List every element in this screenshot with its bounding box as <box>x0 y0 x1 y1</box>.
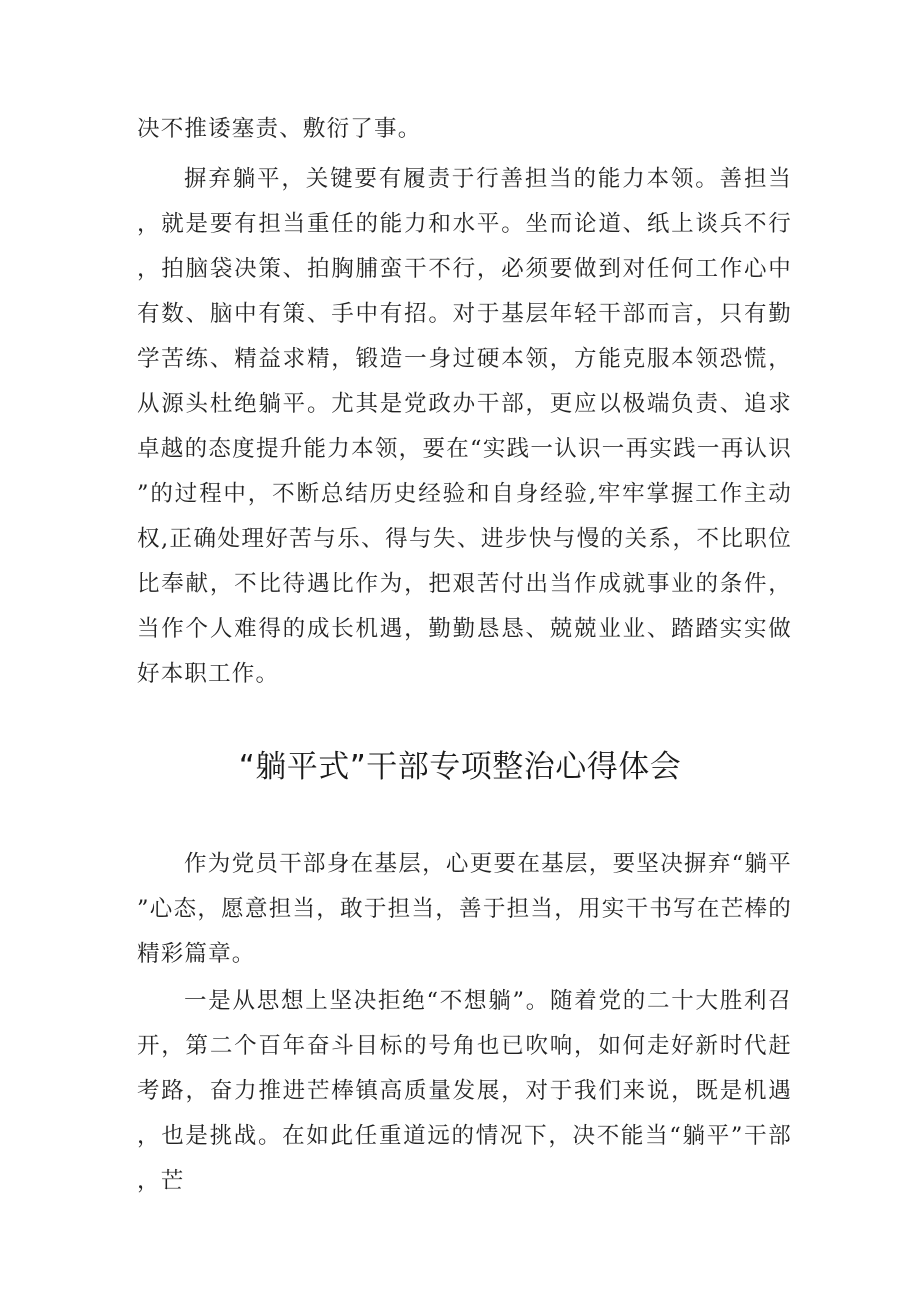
section-title: “躺平式”干部专项整治心得体会 <box>238 749 682 785</box>
paragraph-point-one: 一是从思想上坚决拒绝“不想躺”。随着党的二十大胜利召开，第二个百年奋斗目标的号角也已吹响，如何走好新时代赶考路，奋力推进芒棒镇高质量发展，对于我们来说，既是机遇，也是挑战。在如此任重道远的情况下，决不能当“躺平”干部，芒 <box>137 988 792 1194</box>
paragraph-intro: 作为党员干部身在基层，心更要在基层，要坚决摒弃“躺平”心态，愿意担当，敢于担当，善于担当，用实干书写在芒棒的精彩篇章。 <box>137 851 792 967</box>
paragraph-ability: 摒弃躺平，关键要有履责于行善担当的能力本领。善担当，就是要有担当重任的能力和水平。坐而论道、纸上谈兵不行，拍脑袋决策、拍胸脯蛮干不行，必须要做到对任何工作心中有数、脑中有策、手中有招。对于基层年轻干部而言，只有勤学苦练、精益求精，锻造一身过硬本领，方能克服本领恐慌，从源头杜绝躺平。尤其是党政办干部，更应以极端负责、追求卓越的态度提升能力本领，要在“实践一认识一再实践一再认识”的过程中，不断总结历史经验和自身经验,牢牢掌握工作主动权,正确处理好苦与乐、得与失、进步快与慢的关系，不比职位比奉献，不比待遇比作为，把艰苦付出当作成就事业的条件，当作个人难得的成长机遇，勤勤恳恳、兢兢业业、踏踏实实做好本职工作。 <box>137 166 792 687</box>
continued-paragraph: 决不推诿塞责、敷衍了事。 <box>137 116 422 142</box>
